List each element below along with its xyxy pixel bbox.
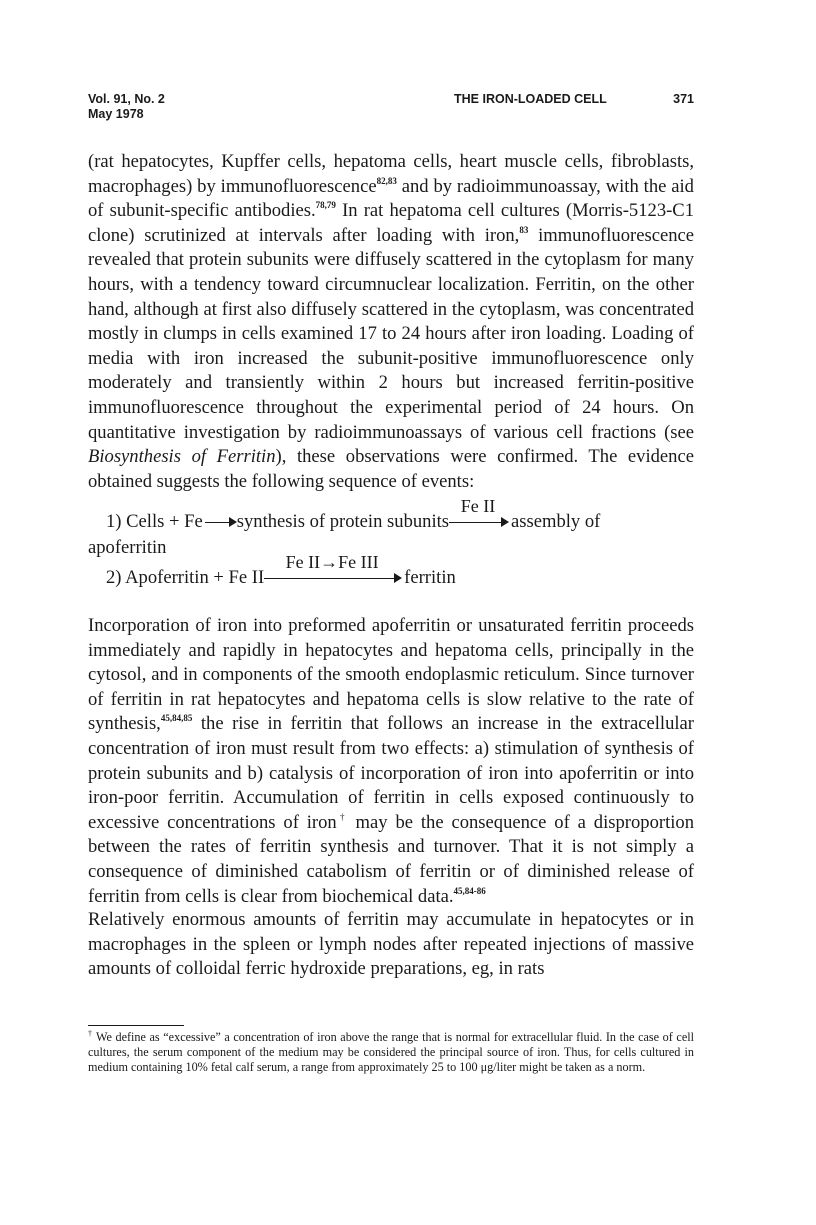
reference: 82,83 — [376, 175, 397, 186]
reference: 78,79 — [315, 200, 336, 211]
arrow-icon — [449, 522, 507, 524]
equation-1-continued: apoferritin — [88, 537, 167, 558]
text: the rise in ferritin that follows an increase in the extracellular concentration of iron must result from two effects: a) stimulation of synthesis of protein subunits and b) catalysis of incorporation of iron into apoferritin or into iron-poor ferritin. Accumulation of ferritin in cells exposed continuously to excessive concentrations of iron — [88, 713, 694, 833]
volume-number: Vol. 91, No. 2 — [88, 92, 165, 106]
footnote-mark: † — [88, 1029, 93, 1038]
text: In rat hepatoma cell cultures (Morris-5123-C1 clone) scrutinized at intervals after loading with iron, — [88, 200, 695, 246]
arrow-icon — [205, 522, 235, 524]
text: Relatively enormous amounts of ferritin may accumulate in hepatocytes or in macrophages in the spleen or lymph nodes after repeated injections of massive amounts of colloidal ferric hydroxide preparations, eg, in rats — [88, 909, 694, 980]
labeled-arrow — [264, 552, 400, 590]
paragraph-1 — [88, 150, 694, 494]
running-title: THE IRON-LOADED CELL — [454, 92, 607, 106]
footnote — [88, 1030, 694, 1076]
text: Incorporation of iron into preformed apoferritin or unsaturated ferritin proceeds immediately and rapidly in hepatocytes and hepatoma cells, principally in the cytosol, and in components of the smooth endoplasmic reticulum. Since turnover of ferritin in rat hepatocytes and hepatoma cells is slow relative to the rate of synthesis, — [88, 615, 694, 735]
footnote-rule — [88, 1025, 184, 1026]
reference: 45,84,85 — [160, 713, 193, 724]
arrow-label: Fe II→Fe III — [285, 552, 379, 572]
text: (rat hepatocytes, Kupffer cells, hepatoma cells, heart muscle cells, fibroblasts, macrophages) by immunofluorescence — [88, 151, 694, 197]
footnote-mark: † — [336, 811, 348, 822]
text: and by radioimmunoassay, with the aid of subunit-specific antibodies. — [88, 175, 694, 222]
page-number: 371 — [673, 92, 694, 106]
eq-left: 2) Apoferritin + Fe II — [106, 567, 265, 588]
journal-issue — [88, 92, 165, 122]
paragraph-3 — [88, 908, 694, 982]
labeled-arrow — [449, 496, 507, 534]
equation-2 — [106, 552, 456, 590]
text: ), these observations were confirmed. The evidence obtained suggests the following sequence of events: — [88, 446, 694, 492]
arrow-label: Fe II — [460, 496, 496, 516]
eq-right: ferritin — [404, 567, 456, 588]
section-reference: Biosynthesis of Ferritin — [88, 446, 276, 468]
equation-1 — [106, 496, 694, 534]
reference: 45,84-86 — [453, 885, 486, 896]
arrow-icon — [264, 578, 400, 580]
text: immunofluorescence revealed that protein subunits were diffusely scattered in the cytoplasm for many hours, with a tendency toward circumnuclear localization. Ferritin, on the other hand, although at first also diffusely scattered in the cytoplasm, was concentrated mostly in clumps in cells examined 17 to 24 hours after iron loading. Loading of media with iron increased the subunit-positive immunofluorescence only moderately and transiently within 2 hours but increased ferritin-positive immunofluorescence throughout the experimental period of 24 hours. On quantitative investigation by radioimmunoassays of various cell fractions (see — [88, 224, 694, 443]
eq-middle: synthesis of protein subunits — [236, 511, 450, 532]
running-header — [88, 92, 694, 126]
paragraph-2 — [88, 614, 694, 909]
text: may be the consequence of a disproportion between the rates of ferritin synthesis and turnover. That it is not simply a consequence of diminished catabolism of ferritin or of diminished release of ferritin from cells is clear from biochemical data. — [88, 811, 694, 907]
issue-date: May 1978 — [88, 107, 144, 121]
eq-left: 1) Cells + Fe — [106, 511, 203, 532]
eq-right: assembly of — [511, 511, 601, 532]
reference: 83 — [519, 224, 529, 235]
footnote-text: We define as “excessive” a concentration of iron above the range that is normal for extracellular fluid. In the case of cell cultures, the serum component of the medium may be considered the principal source of iron. Thus, for cells cultured in medium containing 10% fetal calf serum, a range from approximately 25 to 100 μg/liter might be taken as a norm. — [88, 1030, 695, 1075]
